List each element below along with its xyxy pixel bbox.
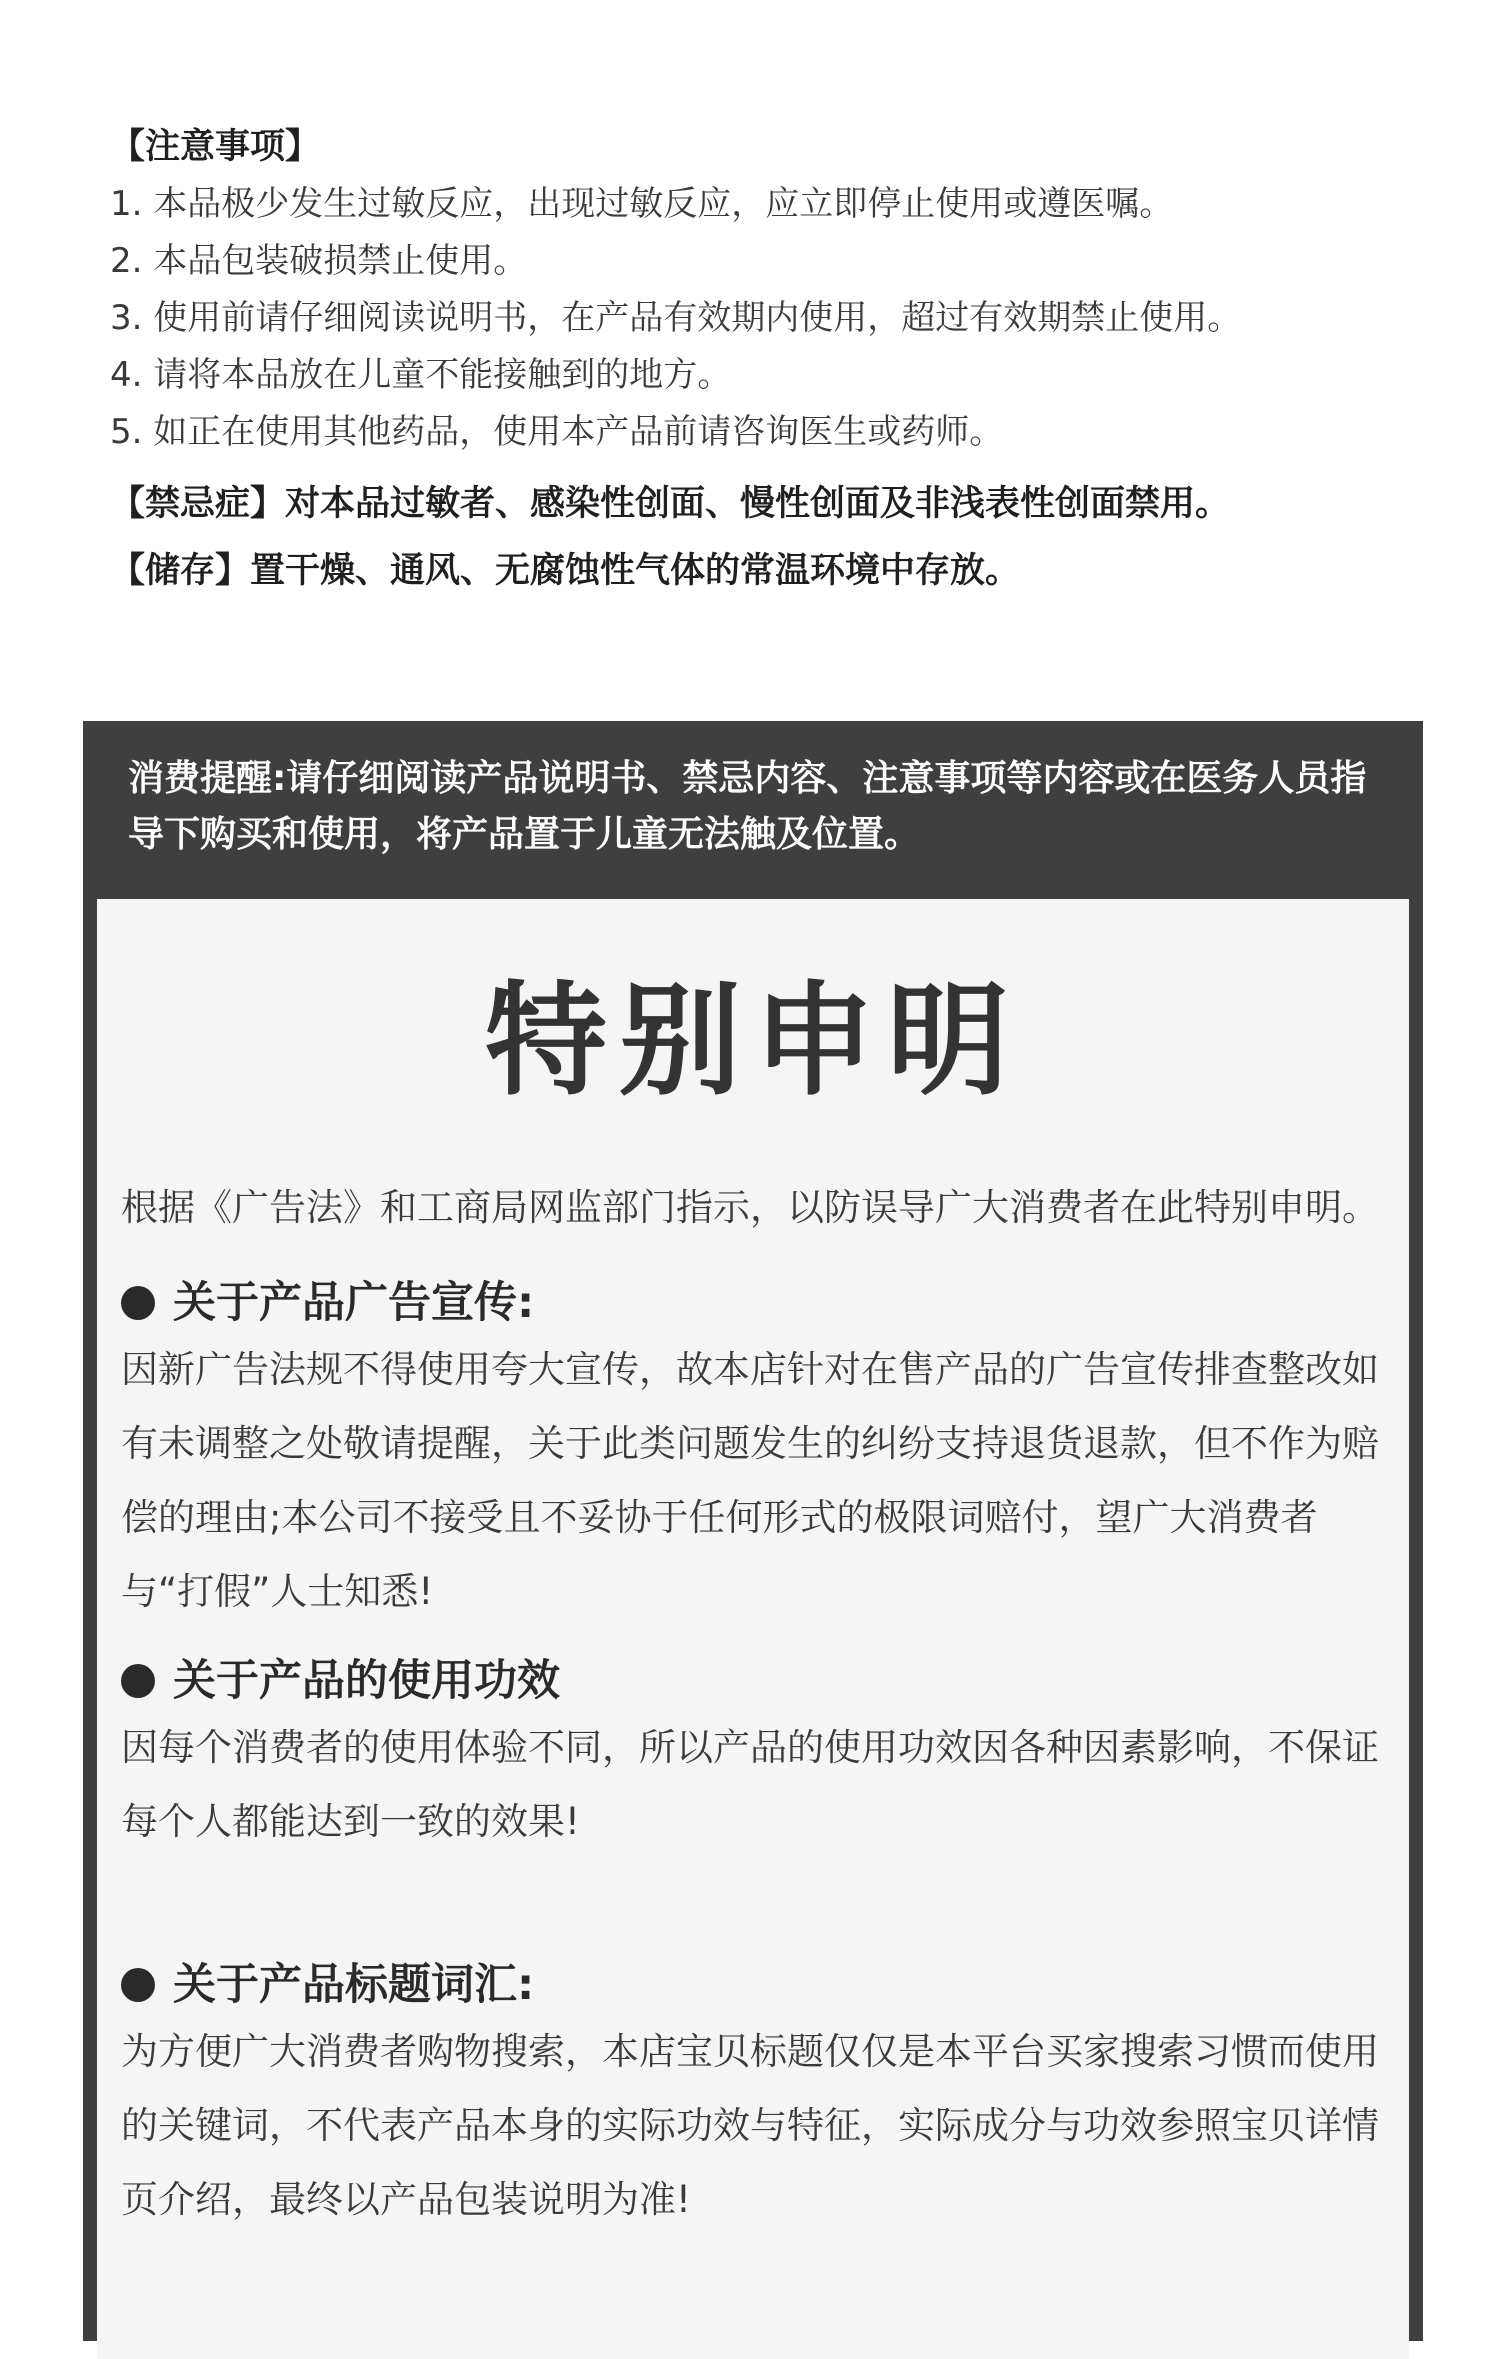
bullet-dot-icon — [121, 1968, 155, 2002]
bullet-dot-icon — [121, 1286, 155, 1320]
precautions-title: 【注意事项】 — [110, 127, 321, 167]
contraindication-line: 【禁忌症】对本品过敏者、感染性创面、慢性创面及非浅表性创面禁用。 — [110, 484, 1231, 524]
precaution-item: 4. 请将本品放在儿童不能接触到的地方。 — [110, 355, 732, 395]
statement-title: 特别申明 — [485, 970, 1021, 1112]
section-body: 因每个消费者的使用体验不同，所以产品的使用功效因各种因素影响，不保证每个人都能达到一致的效果! — [121, 1726, 1379, 1843]
consumer-reminder: 消费提醒:请仔细阅读产品说明书、禁忌内容、注意事项等内容或在医务人员指导下购买和使用，将产品置于儿童无法触及位置。 — [128, 758, 1367, 855]
section-heading-text: 关于产品标题词汇: — [173, 1960, 535, 2010]
precaution-item: 5. 如正在使用其他药品，使用本产品前请咨询医生或药师。 — [110, 412, 1004, 452]
section-heading-text: 关于产品广告宣传: — [173, 1278, 535, 1328]
storage-line: 【储存】置干燥、通风、无腐蚀性气体的常温环境中存放。 — [110, 551, 1021, 591]
section-heading-text: 关于产品的使用功效 — [173, 1656, 560, 1706]
precaution-item: 1. 本品极少发生过敏反应，出现过敏反应，应立即停止使用或遵医嘱。 — [110, 184, 1174, 224]
statement-content — [121, 1171, 1383, 2237]
section-heading — [121, 1273, 1383, 1333]
section-body: 因新广告法规不得使用夸大宣传，故本店针对在售产品的广告宣传排查整改如有未调整之处敬请提醒，关于此类问题发生的纠纷支持退货退款，但不作为赔偿的理由;本公司不接受且不妥协于任何形式的极限词赔付，望广大消费者与“打假”人士知悉! — [121, 1348, 1379, 1613]
precautions-section — [110, 118, 1410, 605]
precaution-item: 2. 本品包装破损禁止使用。 — [110, 241, 528, 281]
precautions-list — [110, 176, 1410, 461]
section-heading — [121, 1651, 1383, 1711]
statement-intro: 根据《广告法》和工商局网监部门指示，以防误导广大消费者在此特别申明。 — [121, 1186, 1379, 1229]
statement-panel — [83, 721, 1423, 2341]
precaution-item: 3. 使用前请仔细阅读说明书，在产品有效期内使用，超过有效期禁止使用。 — [110, 298, 1242, 338]
section-body: 为方便广大消费者购物搜索，本店宝贝标题仅仅是本平台买家搜索习惯而使用的关键词，不代表产品本身的实际功效与特征，实际成分与功效参照宝贝详情页介绍，最终以产品包装说明为准! — [121, 2030, 1379, 2221]
special-statement-box — [97, 899, 1409, 2359]
section-heading — [121, 1955, 1383, 2015]
bullet-dot-icon — [121, 1664, 155, 1698]
